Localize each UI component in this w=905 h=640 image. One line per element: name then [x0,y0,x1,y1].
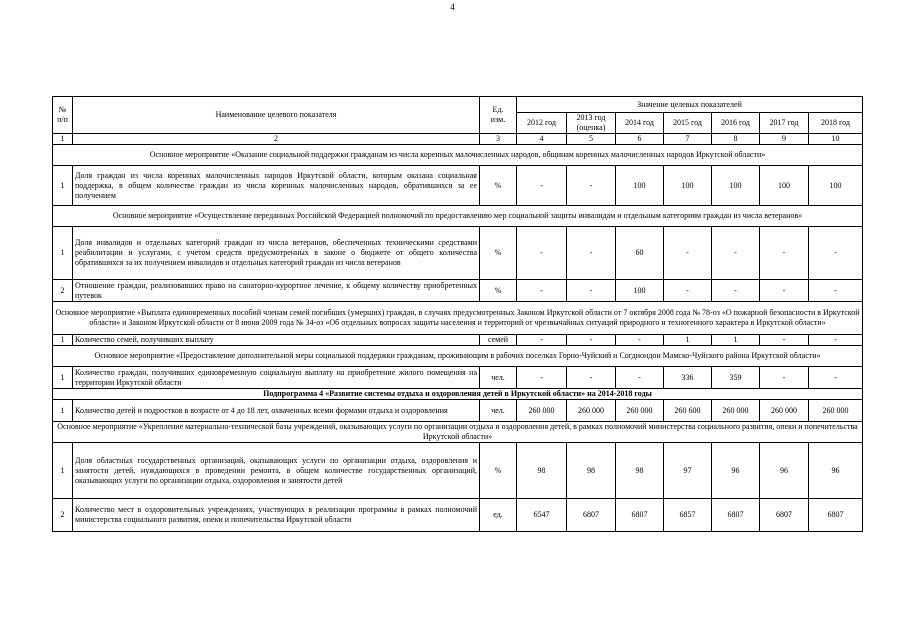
value-cell: 260 000 [616,400,664,422]
value-cell: 98 [517,443,567,499]
value-cell: 6547 [517,499,567,532]
value-cell: - [517,367,567,389]
row-number: 1 [53,400,73,422]
row-number: 1 [53,443,73,499]
section-title: Основное мероприятие «Укрепление материально-технической базы учреждений, оказывающих услуги по организации отдыха и оздоровления детей, в рамках полномочий министерства социального развития, опеки и попечительства Иркутской области» [53,422,863,443]
column-number: 4 [517,134,567,145]
value-cell: - [567,280,616,302]
header-year: 2014 год [616,113,664,134]
value-cell: - [616,367,664,389]
value-cell: 1 [664,335,712,346]
table-row [53,422,863,443]
row-number: 1 [53,166,73,206]
section-title: Основное мероприятие «Предоставление дополнительной меры социальной поддержки гражданам, проживающим в рабочих поселках Горно-Чуйский и Согдиондон Мамско-Чуйского района Иркутской области» [53,346,863,367]
row-number: 2 [53,280,73,302]
table-row [53,367,863,389]
subprogram-title: Подпрограмма 4 «Развитие системы отдыха и оздоровления детей в Иркутской области» на 2014-2018 годы [53,389,863,400]
table-row [53,335,863,346]
column-number: 8 [712,134,760,145]
section-title: Основное мероприятие «Оказание социальной поддержки гражданам из числа коренных малочисленных народов, общинам коренных малочисленных народов Иркутской области» [53,145,863,166]
unit-cell: семей [480,335,517,346]
column-number: 3 [480,134,517,145]
header-name: Наименование целевого показателя [73,97,480,134]
section-title: Основное мероприятие «Осуществление переданных Российской Федерацией полномочий по предоставлению мер социальной защиты инвалидам и отдельным категориям граждан из числа ветеранов» [53,206,863,227]
value-cell: 6807 [760,499,809,532]
unit-cell: % [480,443,517,499]
targets-table [52,96,863,532]
value-cell: 6807 [809,499,863,532]
indicator-name: Доля областных государственных организаций, оказывающих услуги по организации отдыха, оздоровления и занятости детей, нуждающихся в проведении ремонта, в общем количестве государственных организаций, оказывающих услуги по организации отдыха, оздоровления и занятости детей [73,443,480,499]
value-cell: - [517,166,567,206]
table-row [53,206,863,227]
value-cell: - [809,227,863,280]
value-cell: - [760,335,809,346]
column-number: 9 [760,134,809,145]
value-cell: 100 [760,166,809,206]
indicator-name: Количество детей и подростков в возрасте от 4 до 18 лет, охваченных всеми формами отдыха и оздоровления [73,400,480,422]
value-cell: 260 000 [712,400,760,422]
unit-cell: чел. [480,400,517,422]
value-cell: 6857 [664,499,712,532]
table-row [53,499,863,532]
value-cell: 96 [809,443,863,499]
header-year: 2016 год [712,113,760,134]
value-cell: - [664,280,712,302]
value-cell: 100 [616,280,664,302]
unit-cell: % [480,227,517,280]
header-year: 2017 год [760,113,809,134]
value-cell: - [712,280,760,302]
table-row [53,400,863,422]
table-row [53,166,863,206]
value-cell: 6807 [567,499,616,532]
indicator-name: Количество мест в оздоровительных учреждениях, участвующих в реализации программы в рамках полномочий министерства социального развития, опеки и попечительства Иркутской области [73,499,480,532]
value-cell: 6807 [616,499,664,532]
value-cell: - [712,227,760,280]
value-cell: - [809,280,863,302]
table-row [53,346,863,367]
header-no: № п/п [53,97,73,134]
value-cell: - [616,335,664,346]
value-cell: - [809,335,863,346]
value-cell: - [567,166,616,206]
value-cell: 260 600 [664,400,712,422]
table-row [53,302,863,335]
header-year: 2018 год [809,113,863,134]
indicator-name: Количество граждан, получивших единовременную социальную выплату на приобретение жилого помещения на территории Иркутской области [73,367,480,389]
unit-cell: % [480,280,517,302]
indicator-name: Количество семей, получивших выплату [73,335,480,346]
indicator-name: Отношение граждан, реализовавших право на санаторно-курортное лечение, к общему количеству приобретенных путевок [73,280,480,302]
table-row [53,389,863,400]
value-cell: - [567,367,616,389]
value-cell: 100 [616,166,664,206]
unit-cell: % [480,166,517,206]
value-cell: 96 [712,443,760,499]
table-row [53,145,863,166]
value-cell: 100 [809,166,863,206]
table-row [53,280,863,302]
column-number: 6 [616,134,664,145]
value-cell: - [517,280,567,302]
column-number: 2 [73,134,480,145]
row-number: 1 [53,227,73,280]
column-number: 10 [809,134,863,145]
value-cell: 260 000 [567,400,616,422]
page-number: 4 [450,2,455,12]
table-row [53,443,863,499]
table-row [53,227,863,280]
value-cell: 1 [712,335,760,346]
column-number: 1 [53,134,73,145]
header-unit: Ед. изм. [480,97,517,134]
header-year: 2013 год (оценка) [567,113,616,134]
header-group: Значение целевых показателей [517,97,863,113]
value-cell: 97 [664,443,712,499]
row-number: 1 [53,335,73,346]
indicator-name: Доля граждан из числа коренных малочисленных народов Иркутской области, которым оказана социальная поддержка, в общем количестве граждан из числа коренных малочисленных народов, обратившихся за ее получением [73,166,480,206]
value-cell: - [760,367,809,389]
value-cell: - [567,335,616,346]
value-cell: 336 [664,367,712,389]
value-cell: 260 000 [809,400,863,422]
value-cell: 260 000 [517,400,567,422]
value-cell: 100 [664,166,712,206]
column-number: 5 [567,134,616,145]
value-cell: - [760,227,809,280]
value-cell: - [517,335,567,346]
indicator-name: Доля инвалидов и отдельных категорий граждан из числа ветеранов, обеспеченных техническими средствами реабилитации и услугами, с учетом средств предусмотренных в законе о бюджете от общего количества обратившихся за их получением инвалидов и отдельных категорий граждан из числа ветеранов [73,227,480,280]
header-year: 2015 год [664,113,712,134]
column-number: 7 [664,134,712,145]
value-cell: 260 000 [760,400,809,422]
row-number: 1 [53,367,73,389]
value-cell: - [760,280,809,302]
value-cell: 98 [567,443,616,499]
value-cell: 359 [712,367,760,389]
header-year: 2012 год [517,113,567,134]
value-cell: - [517,227,567,280]
value-cell: 6807 [712,499,760,532]
unit-cell: чел. [480,367,517,389]
section-title: Основное мероприятие «Выплата единовременных пособий членам семей погибших (умерших) граждан, в случаях предусмотренных Законом Иркутской области от 7 октября 2008 года № 78-оз «О пожарной безопасности в Иркутской области» и Законом Иркутской области от 8 июня 2009 года № 34-оз «Об отдельных вопросах защиты населения и территорий от чрезвычайных ситуаций природного и техногенного характера в Иркутской области» [53,302,863,335]
value-cell: 96 [760,443,809,499]
value-cell: - [664,227,712,280]
value-cell: - [809,367,863,389]
value-cell: 100 [712,166,760,206]
row-number: 2 [53,499,73,532]
value-cell: 98 [616,443,664,499]
value-cell: - [567,227,616,280]
unit-cell: ед. [480,499,517,532]
value-cell: 60 [616,227,664,280]
